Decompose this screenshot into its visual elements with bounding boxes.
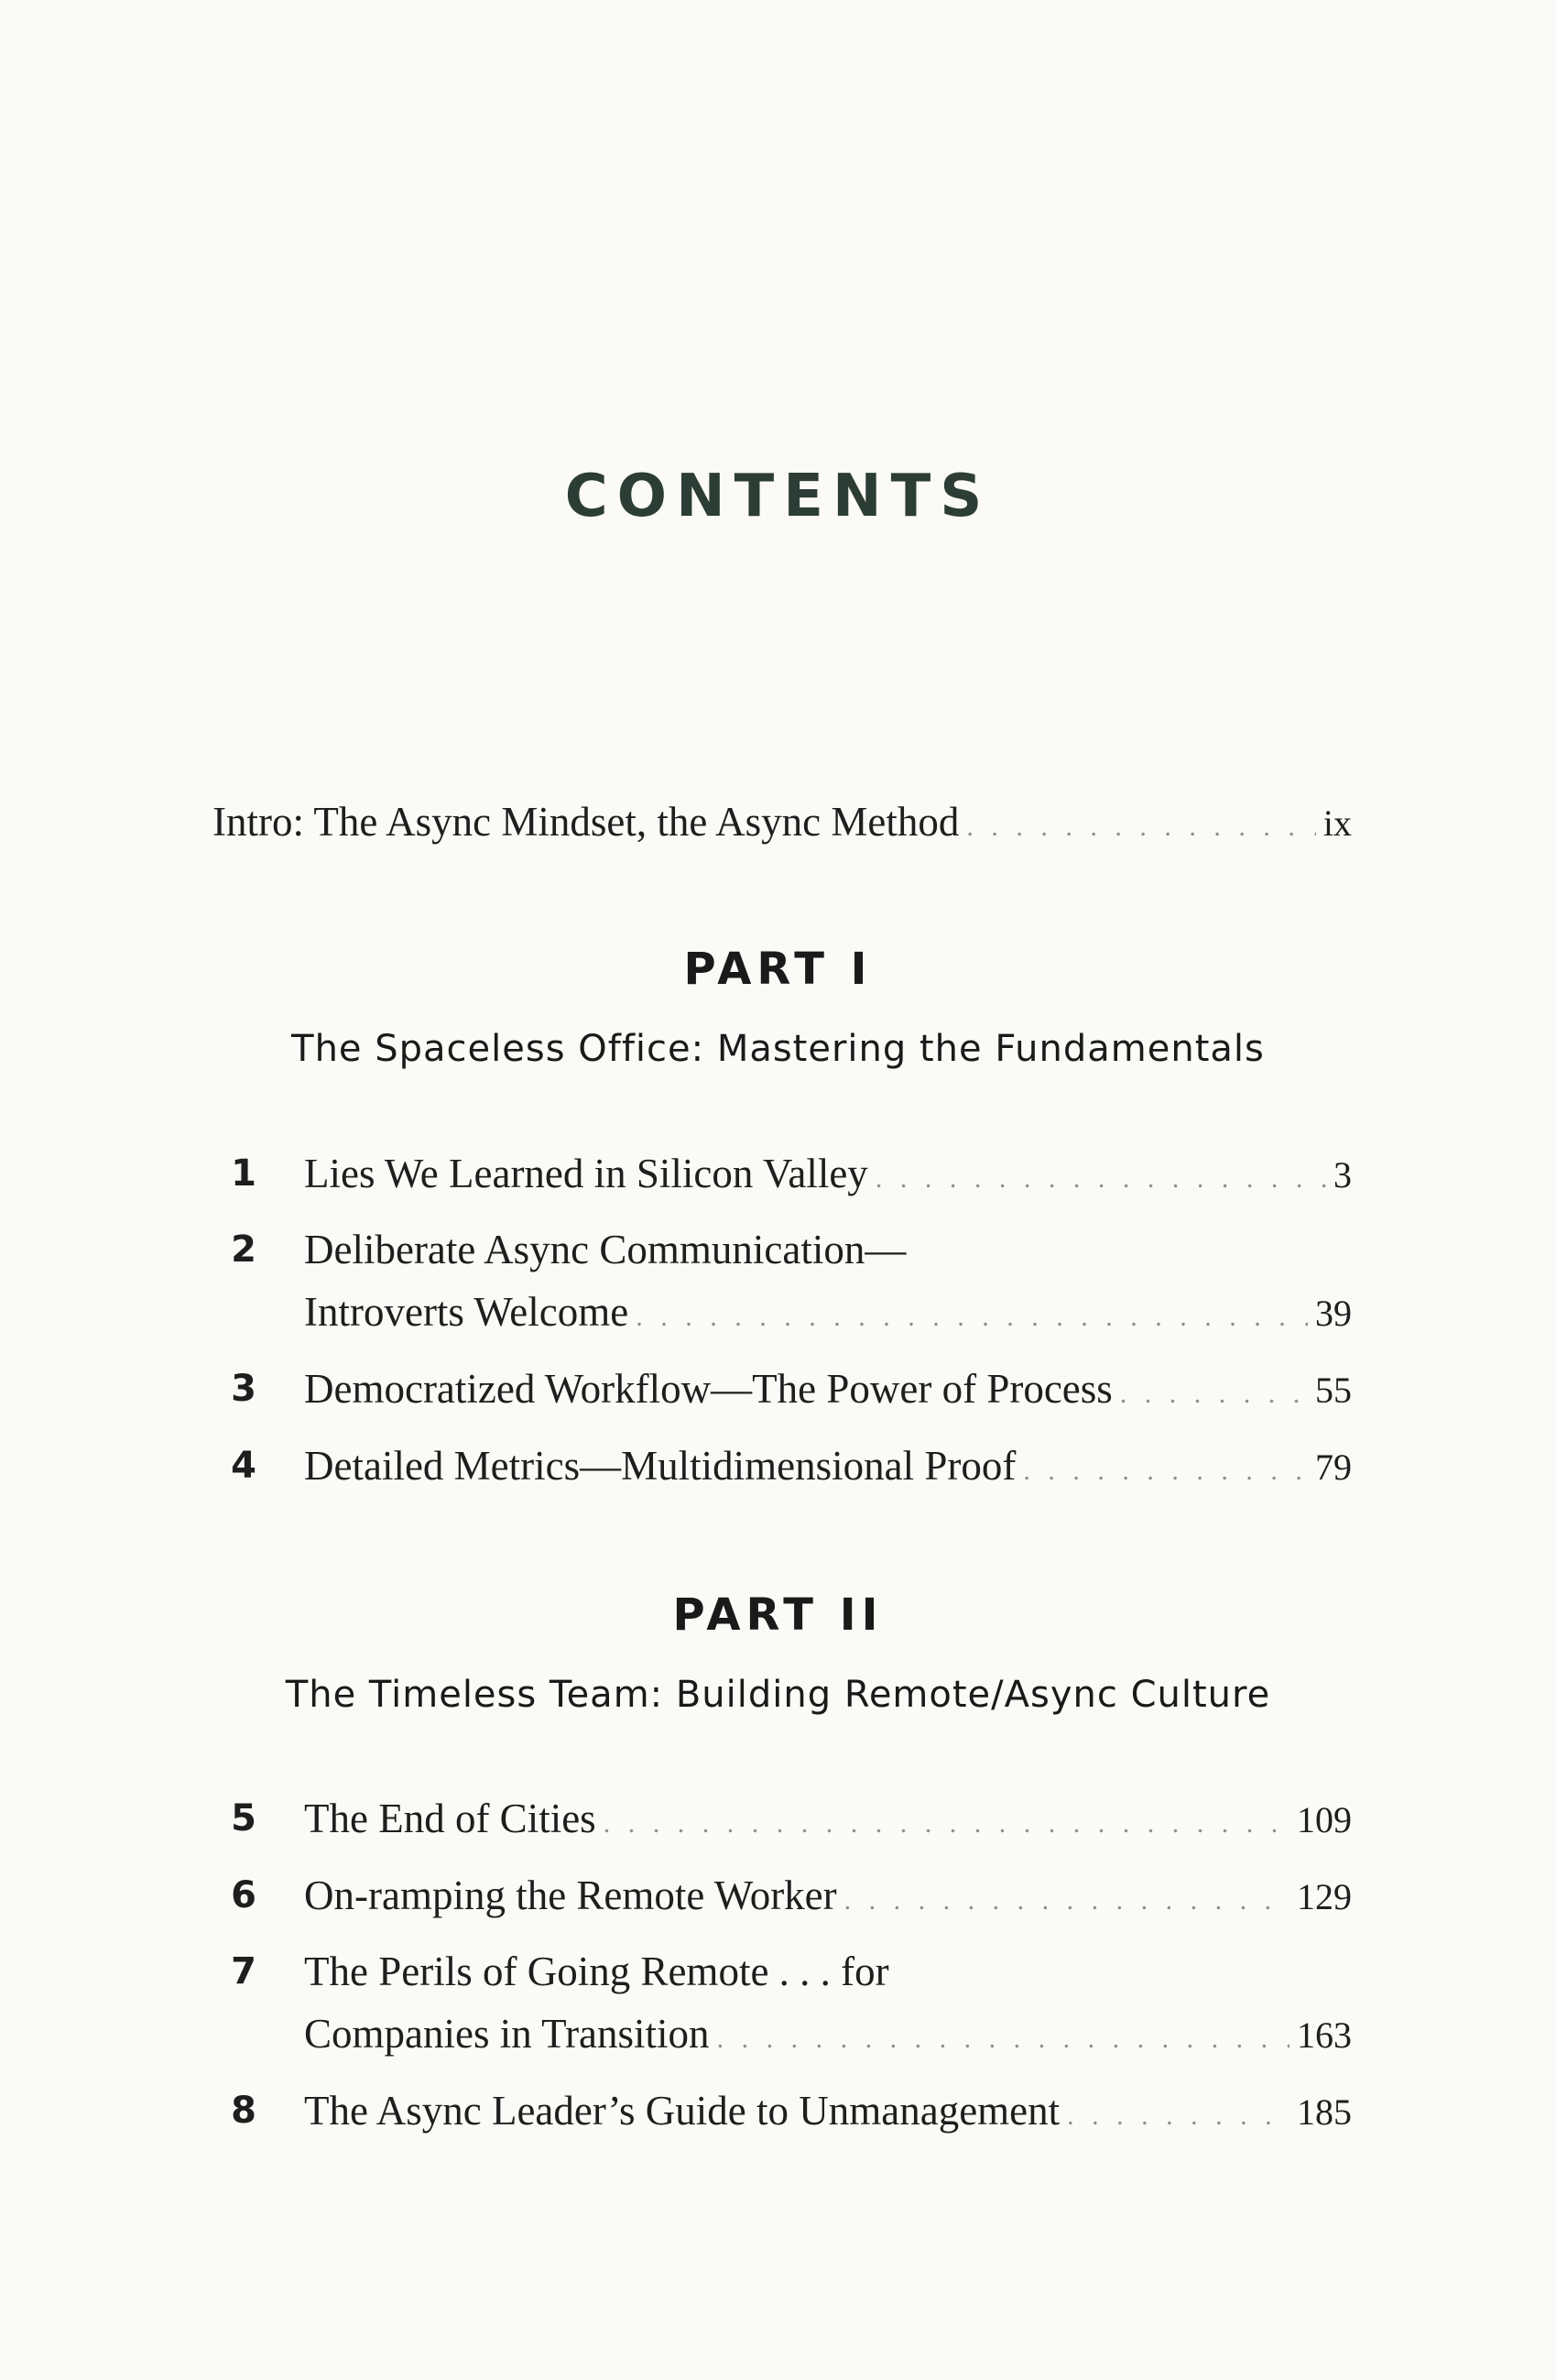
- part-subtitle: The Spaceless Office: Mastering the Fundamentals: [291, 1028, 1265, 1070]
- chapter-number: 2: [231, 1228, 256, 1271]
- toc-entry-title: Democratized Workflow—The Power of Process: [304, 1366, 1113, 1412]
- page-title: CONTENTS: [564, 463, 992, 530]
- toc-entry-chapter-3[interactable]: [304, 1363, 1352, 1420]
- toc-entry-title-line1[interactable]: Deliberate Async Communication—: [304, 1227, 907, 1272]
- dot-leader: [1023, 1446, 1308, 1497]
- dot-leader: [1120, 1369, 1308, 1420]
- toc-entry-page: 109: [1297, 1799, 1352, 1840]
- toc-entry-chapter-6[interactable]: [304, 1870, 1352, 1927]
- dot-leader: [1067, 2091, 1289, 2142]
- toc-entry-chapter-8[interactable]: [304, 2085, 1352, 2142]
- dot-leader: [636, 1292, 1308, 1343]
- chapter-number: 7: [231, 1950, 256, 1992]
- toc-entry-title-line1[interactable]: The Perils of Going Remote . . . for: [304, 1949, 889, 1994]
- toc-entry-page: 39: [1315, 1293, 1352, 1334]
- part-heading: PART II: [672, 1589, 884, 1641]
- toc-entry-page: 55: [1315, 1370, 1352, 1411]
- chapter-number: 6: [231, 1874, 256, 1916]
- dot-leader: [876, 1153, 1326, 1205]
- toc-entry-page: 79: [1315, 1447, 1352, 1488]
- part-subtitle: The Timeless Team: Building Remote/Async Culture: [285, 1674, 1271, 1716]
- chapter-number: 4: [231, 1445, 256, 1487]
- toc-entry-title: On-ramping the Remote Worker: [304, 1872, 837, 1918]
- toc-entry-page: 185: [1297, 2091, 1352, 2133]
- toc-entry-chapter-4[interactable]: [304, 1440, 1352, 1497]
- toc-entry-title: The End of Cities: [304, 1796, 596, 1841]
- toc-entry-title: Intro: The Async Mindset, the Async Method: [212, 799, 960, 845]
- part-heading: PART I: [683, 944, 873, 995]
- toc-entry-title: The Async Leader’s Guide to Unmanagement: [304, 2088, 1061, 2134]
- chapter-number: 5: [231, 1797, 256, 1840]
- toc-entry-page: ix: [1322, 802, 1352, 844]
- dot-leader: [966, 802, 1316, 853]
- toc-entry-title-line2: Companies in Transition: [304, 2011, 710, 2057]
- toc-entry-chapter-1[interactable]: [304, 1148, 1352, 1205]
- dot-leader: [717, 2014, 1289, 2065]
- toc-entry-title: Detailed Metrics—Multidimensional Proof: [304, 1443, 1017, 1489]
- dot-leader: [844, 1875, 1289, 1927]
- toc-entry-intro[interactable]: [212, 796, 1352, 853]
- toc-entry-title: Lies We Learned in Silicon Valley: [304, 1151, 868, 1196]
- chapter-number: 1: [231, 1152, 256, 1195]
- toc-entry-title-line2: Introverts Welcome: [304, 1289, 629, 1335]
- toc-entry-chapter-7[interactable]: [304, 2008, 1352, 2065]
- toc-entry-page: 129: [1297, 1876, 1352, 1917]
- chapter-number: 3: [231, 1368, 256, 1410]
- toc-entry-page: 163: [1297, 2014, 1352, 2056]
- toc-entry-chapter-2[interactable]: [304, 1286, 1352, 1343]
- chapter-number: 8: [231, 2090, 256, 2132]
- dot-leader: [604, 1798, 1289, 1850]
- toc-entry-chapter-5[interactable]: [304, 1793, 1352, 1850]
- toc-entry-page: 3: [1333, 1154, 1352, 1195]
